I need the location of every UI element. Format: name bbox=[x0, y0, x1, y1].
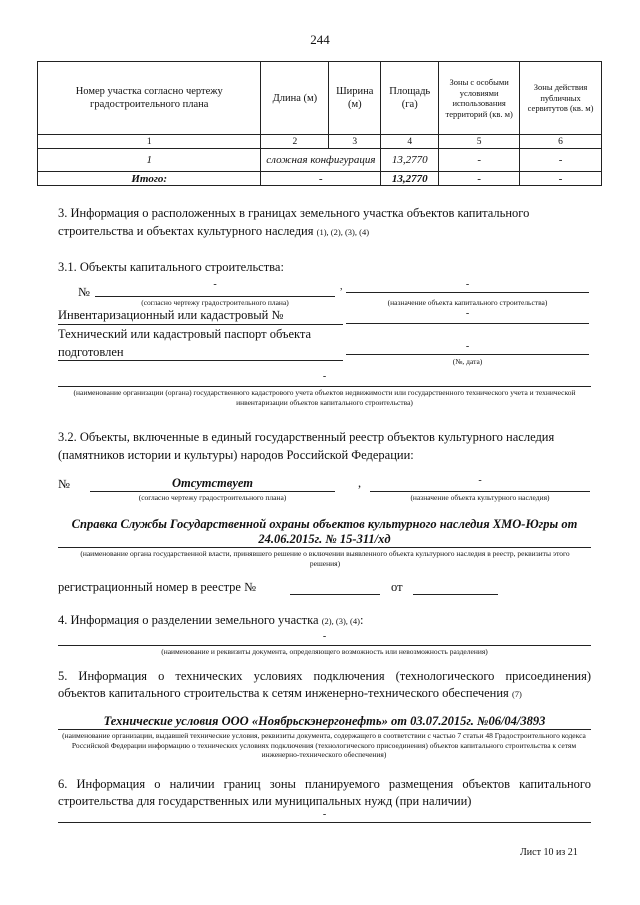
planned-zone-value: - bbox=[322, 809, 327, 820]
registry-from-label: от bbox=[391, 580, 403, 594]
table-header-cell: Номер участка согласно чертежу градостроительного плана bbox=[38, 62, 261, 135]
table-cell: 3 bbox=[329, 135, 381, 149]
table-cell: - bbox=[520, 149, 602, 172]
reference-label: (наименование органа государственной власти, принявшего решение о включении выявленного объекта культурного наследия в реестр, реквизиты этого решения) bbox=[80, 549, 570, 568]
table-total-row bbox=[38, 172, 602, 186]
purpose-value: - bbox=[478, 475, 482, 486]
drawing-number-value: - bbox=[213, 279, 217, 290]
table-cell: Итого: bbox=[38, 172, 261, 186]
table-header-cell: Зоны действия публичных сервитутов (кв. м) bbox=[520, 62, 602, 135]
section-5-line2: объектов капитального строительства к сетям инженерно-технического обеспечения (7) bbox=[58, 686, 522, 700]
passport-label-line2: подготовлен bbox=[58, 345, 124, 359]
section-6-line2: строительства для государственных или муниципальных нужд (при наличии) bbox=[58, 794, 472, 808]
registry-number-label: регистрационный номер в реестре № bbox=[58, 580, 257, 594]
label-purpose: (назначение объекта культурного наследия) bbox=[410, 493, 550, 502]
sheet-footer: Лист 10 из 21 bbox=[520, 847, 578, 858]
section-3-title: 3. Информация о расположенных в границах земельного участка объектов капитального строительства и объектах культурного наследия (1), (2), (3), (4) bbox=[58, 206, 530, 238]
table-cell: - bbox=[520, 172, 602, 186]
drawing-value: Отсутствует bbox=[172, 476, 253, 490]
section-4-title: 4. Информация о разделении земельного участка (2), (3), (4): bbox=[58, 613, 364, 627]
number-sign: № bbox=[78, 285, 90, 299]
inventory-label: Инвентаризационный или кадастровый № bbox=[58, 308, 284, 322]
passport-label-line1: Технический или кадастровый паспорт объекта bbox=[58, 327, 312, 341]
table-cell: 1 bbox=[38, 135, 261, 149]
passport-value: - bbox=[465, 341, 470, 352]
table-row bbox=[38, 149, 602, 172]
comma: , bbox=[340, 281, 343, 292]
table-cell: 13,2770 bbox=[381, 149, 439, 172]
table-header-cell: Ширина (м) bbox=[329, 62, 381, 135]
table-cell: 13,2770 bbox=[381, 172, 439, 186]
table-cell: 4 bbox=[381, 135, 439, 149]
table-cell: сложная конфигурация bbox=[261, 149, 381, 172]
table-column-numbers bbox=[38, 135, 602, 149]
label-drawing: (согласно чертежу градостроительного плана) bbox=[141, 298, 289, 307]
page-number: 244 bbox=[310, 32, 330, 47]
division-label: (наименование и реквизиты документа, определяющего возможность или невозможность разделения) bbox=[161, 647, 488, 656]
inventory-value: - bbox=[465, 308, 470, 319]
no-date-label: (№, дата) bbox=[452, 357, 483, 366]
org-value: - bbox=[322, 371, 327, 382]
table-header-cell: Зоны с особыми условиями использования территорий (кв. м) bbox=[439, 62, 520, 135]
number-sign: № bbox=[58, 477, 70, 491]
reference-line2: 24.06.2015г. № 15-311/хд bbox=[258, 532, 391, 546]
org-label: (наименование организации (органа) государственного кадастрового учета объектов недвижимости или государственного технического учета и технической инвентаризации объектов капитального строительства) bbox=[73, 388, 576, 407]
comma: , bbox=[358, 476, 362, 490]
section-6-line1: 6. Информация о наличии границ зоны планируемого размещения объектов капитального bbox=[58, 777, 591, 791]
table-header-row bbox=[38, 62, 602, 135]
land-plot-table bbox=[37, 61, 602, 186]
table-cell: 2 bbox=[261, 135, 329, 149]
table-header-cell: Площадь (га) bbox=[381, 62, 439, 135]
table-cell: - bbox=[439, 149, 520, 172]
technical-conditions-value: Технические условия ООО «Ноябрьскэнергонефть» от 03.07.2015г. №06/04/3893 bbox=[103, 714, 546, 728]
table-cell: 6 bbox=[520, 135, 602, 149]
table-cell: 5 bbox=[439, 135, 520, 149]
table-cell: - bbox=[439, 172, 520, 186]
section-3-1-title: 3.1. Объекты капитального строительства: bbox=[58, 260, 284, 274]
division-value: - bbox=[322, 631, 327, 642]
section-3-2-title: 3.2. Объекты, включенные в единый государственный реестр объектов культурного наследия (памятников истории и культуры) народов Российской Федерации: bbox=[58, 430, 555, 462]
section-5-line1: 5. Информация о технических условиях подключения (технологического присоединения) bbox=[58, 669, 591, 683]
table-cell: 1 bbox=[38, 149, 261, 172]
label-drawing: (согласно чертежу градостроительного плана) bbox=[138, 493, 287, 502]
technical-conditions-label: (наименование организации, выдавшей технические условия, реквизиты документа, содержащего в соответствии с частью 7 статьи 48 Градостроительного кодекса Российской Федерации информацию о технических условиях подключения (технологического присоединения) объектов капитального строительства к сетям инженерно-технического обеспечения) bbox=[62, 731, 586, 759]
reference-line1: Справка Службы Государственной охраны объектов культурного наследия ХМО-Югры от bbox=[71, 517, 578, 531]
purpose-value: - bbox=[465, 279, 470, 290]
table-header-cell: Длина (м) bbox=[261, 62, 329, 135]
label-purpose: (назначение объекта капитального строительства) bbox=[387, 298, 548, 307]
table-cell: - bbox=[261, 172, 381, 186]
